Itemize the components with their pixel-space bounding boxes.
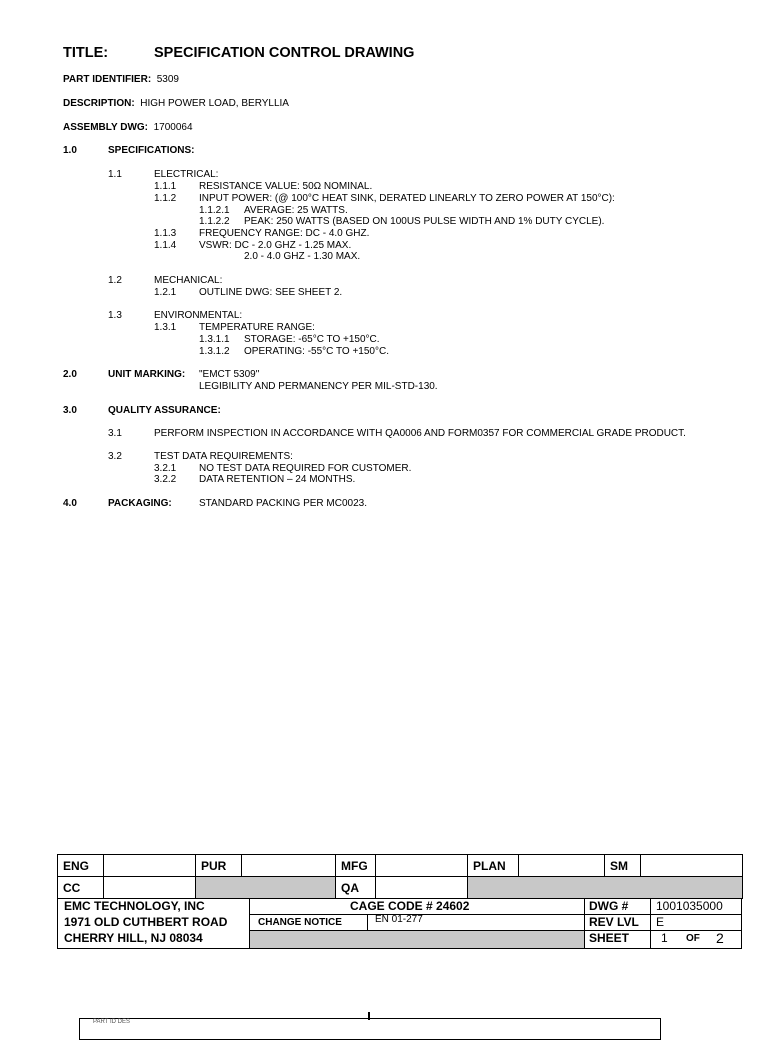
subsection-title: TEST DATA REQUIREMENTS: — [154, 451, 293, 462]
part-identifier-value: 5309 — [156, 74, 179, 85]
title-label: TITLE: — [63, 45, 109, 61]
item-text: RESISTANCE VALUE: 50Ω NOMINAL. — [199, 181, 373, 192]
subsection-number: 3.2 — [108, 451, 122, 462]
item-text: TEMPERATURE RANGE: — [199, 322, 315, 333]
item-number: 1.1.3 — [154, 228, 177, 239]
rev-label: REV LVL — [589, 915, 639, 929]
sheet-of: OF — [686, 933, 700, 944]
pur-label: PUR — [196, 855, 242, 877]
plan-signature-cell — [519, 855, 605, 877]
part-identifier-row — [63, 74, 179, 85]
part-identifier-label: PART IDENTIFIER: — [63, 74, 152, 85]
subsection-title: ELECTRICAL: — [154, 169, 219, 180]
cc-label: CC — [58, 877, 104, 899]
section-title: UNIT MARKING: — [108, 369, 186, 380]
item-text: "EMCT 5309" — [199, 369, 260, 380]
subsection-number: 3.1 — [108, 428, 122, 439]
qa-label: QA — [336, 877, 376, 899]
description-value: HIGH POWER LOAD, BERYLLIA — [140, 98, 289, 109]
qa-signature-cell — [376, 877, 468, 899]
sm-signature-cell — [641, 855, 743, 877]
item-number: 1.1.2.2 — [199, 216, 230, 227]
item-text: OUTLINE DWG: SEE SHEET 2. — [199, 287, 343, 298]
item-text: INPUT POWER: (@ 100°C HEAT SINK, DERATED LINEARLY TO ZERO POWER AT 150°C): — [199, 193, 615, 204]
section-number: 4.0 — [63, 498, 77, 509]
approval-block — [57, 854, 743, 899]
item-number: 1.1.2.1 — [199, 205, 230, 216]
item-text: LEGIBILITY AND PERMANENCY PER MIL-STD-130. — [199, 381, 438, 392]
description-row — [63, 98, 289, 109]
next-sheet-frame — [79, 1018, 661, 1040]
item-text: OPERATING: -55°C TO +150°C. — [244, 346, 389, 357]
item-number: 1.1.1 — [154, 181, 177, 192]
item-text: STANDARD PACKING PER MC0023. — [199, 498, 368, 509]
company-address: 1971 OLD CUTHBERT ROAD — [64, 915, 228, 929]
shaded-cell — [468, 877, 743, 899]
item-number: 1.3.1.1 — [199, 334, 230, 345]
item-text: NO TEST DATA REQUIRED FOR CUSTOMER. — [199, 463, 412, 474]
item-number: 1.1.4 — [154, 240, 177, 251]
item-number: 3.2.1 — [154, 463, 177, 474]
item-number: 1.2.1 — [154, 287, 177, 298]
section-title: PACKAGING: — [108, 498, 172, 509]
drawing-info-block — [57, 898, 742, 949]
item-number: 1.1.2 — [154, 193, 177, 204]
cage-code: CAGE CODE # 24602 — [350, 899, 470, 913]
company-city: CHERRY HILL, NJ 08034 — [64, 931, 203, 945]
assembly-label: ASSEMBLY DWG: — [63, 122, 149, 133]
subsection-title: ENVIRONMENTAL: — [154, 310, 243, 321]
subsection-title: MECHANICAL: — [154, 275, 223, 286]
dwg-number: 1001035000 — [656, 899, 723, 913]
section-title: QUALITY ASSURANCE: — [108, 405, 221, 416]
section-title: SPECIFICATIONS: — [108, 145, 195, 156]
eng-signature-cell — [104, 855, 196, 877]
rev-value: E — [656, 915, 665, 929]
description-label: DESCRIPTION: — [63, 98, 135, 109]
sheet-total: 2 — [716, 930, 724, 946]
eng-label: ENG — [58, 855, 104, 877]
item-text: FREQUENCY RANGE: DC - 4.0 GHZ. — [199, 228, 370, 239]
assembly-row — [63, 122, 193, 133]
mfg-signature-cell — [376, 855, 468, 877]
sheet-current: 1 — [661, 931, 668, 945]
item-text: PEAK: 250 WATTS (BASED ON 100US PULSE WIDTH AND 1% DUTY CYCLE). — [244, 216, 605, 227]
subsection-number: 1.3 — [108, 310, 122, 321]
company-name: EMC TECHNOLOGY, INC — [64, 899, 205, 913]
item-number: 1.3.1 — [154, 322, 177, 333]
document-title: SPECIFICATION CONTROL DRAWING — [154, 45, 415, 61]
sm-label: SM — [605, 855, 641, 877]
pur-signature-cell — [242, 855, 336, 877]
item-text: AVERAGE: 25 WATTS. — [244, 205, 348, 216]
subsection-number: 1.1 — [108, 169, 122, 180]
subsection-number: 1.2 — [108, 275, 122, 286]
item-number: 1.3.1.2 — [199, 346, 230, 357]
item-text: VSWR: DC - 2.0 GHZ - 1.25 MAX. — [199, 240, 352, 251]
shaded-cell — [196, 877, 336, 899]
mfg-label: MFG — [336, 855, 376, 877]
sheet-label: SHEET — [589, 931, 630, 945]
item-text: 2.0 - 4.0 GHZ - 1.30 MAX. — [244, 251, 361, 262]
section-number: 3.0 — [63, 405, 77, 416]
item-text: STORAGE: -65°C TO +150°C. — [244, 334, 380, 345]
change-notice-value: EN 01-277 — [375, 914, 423, 925]
section-number: 2.0 — [63, 369, 77, 380]
cc-signature-cell — [104, 877, 196, 899]
next-sheet-label: PART ID DES — [93, 1019, 131, 1025]
assembly-value: 1700064 — [153, 122, 193, 133]
section-number: 1.0 — [63, 145, 77, 156]
item-text: PERFORM INSPECTION IN ACCORDANCE WITH QA0006 AND FORM0357 FOR COMMERCIAL GRADE PRODUCT. — [154, 428, 686, 439]
item-number: 3.2.2 — [154, 474, 177, 485]
change-notice-label: CHANGE NOTICE — [258, 917, 342, 928]
item-text: DATA RETENTION – 24 MONTHS. — [199, 474, 356, 485]
plan-label: PLAN — [468, 855, 519, 877]
dwg-label: DWG # — [589, 899, 629, 913]
